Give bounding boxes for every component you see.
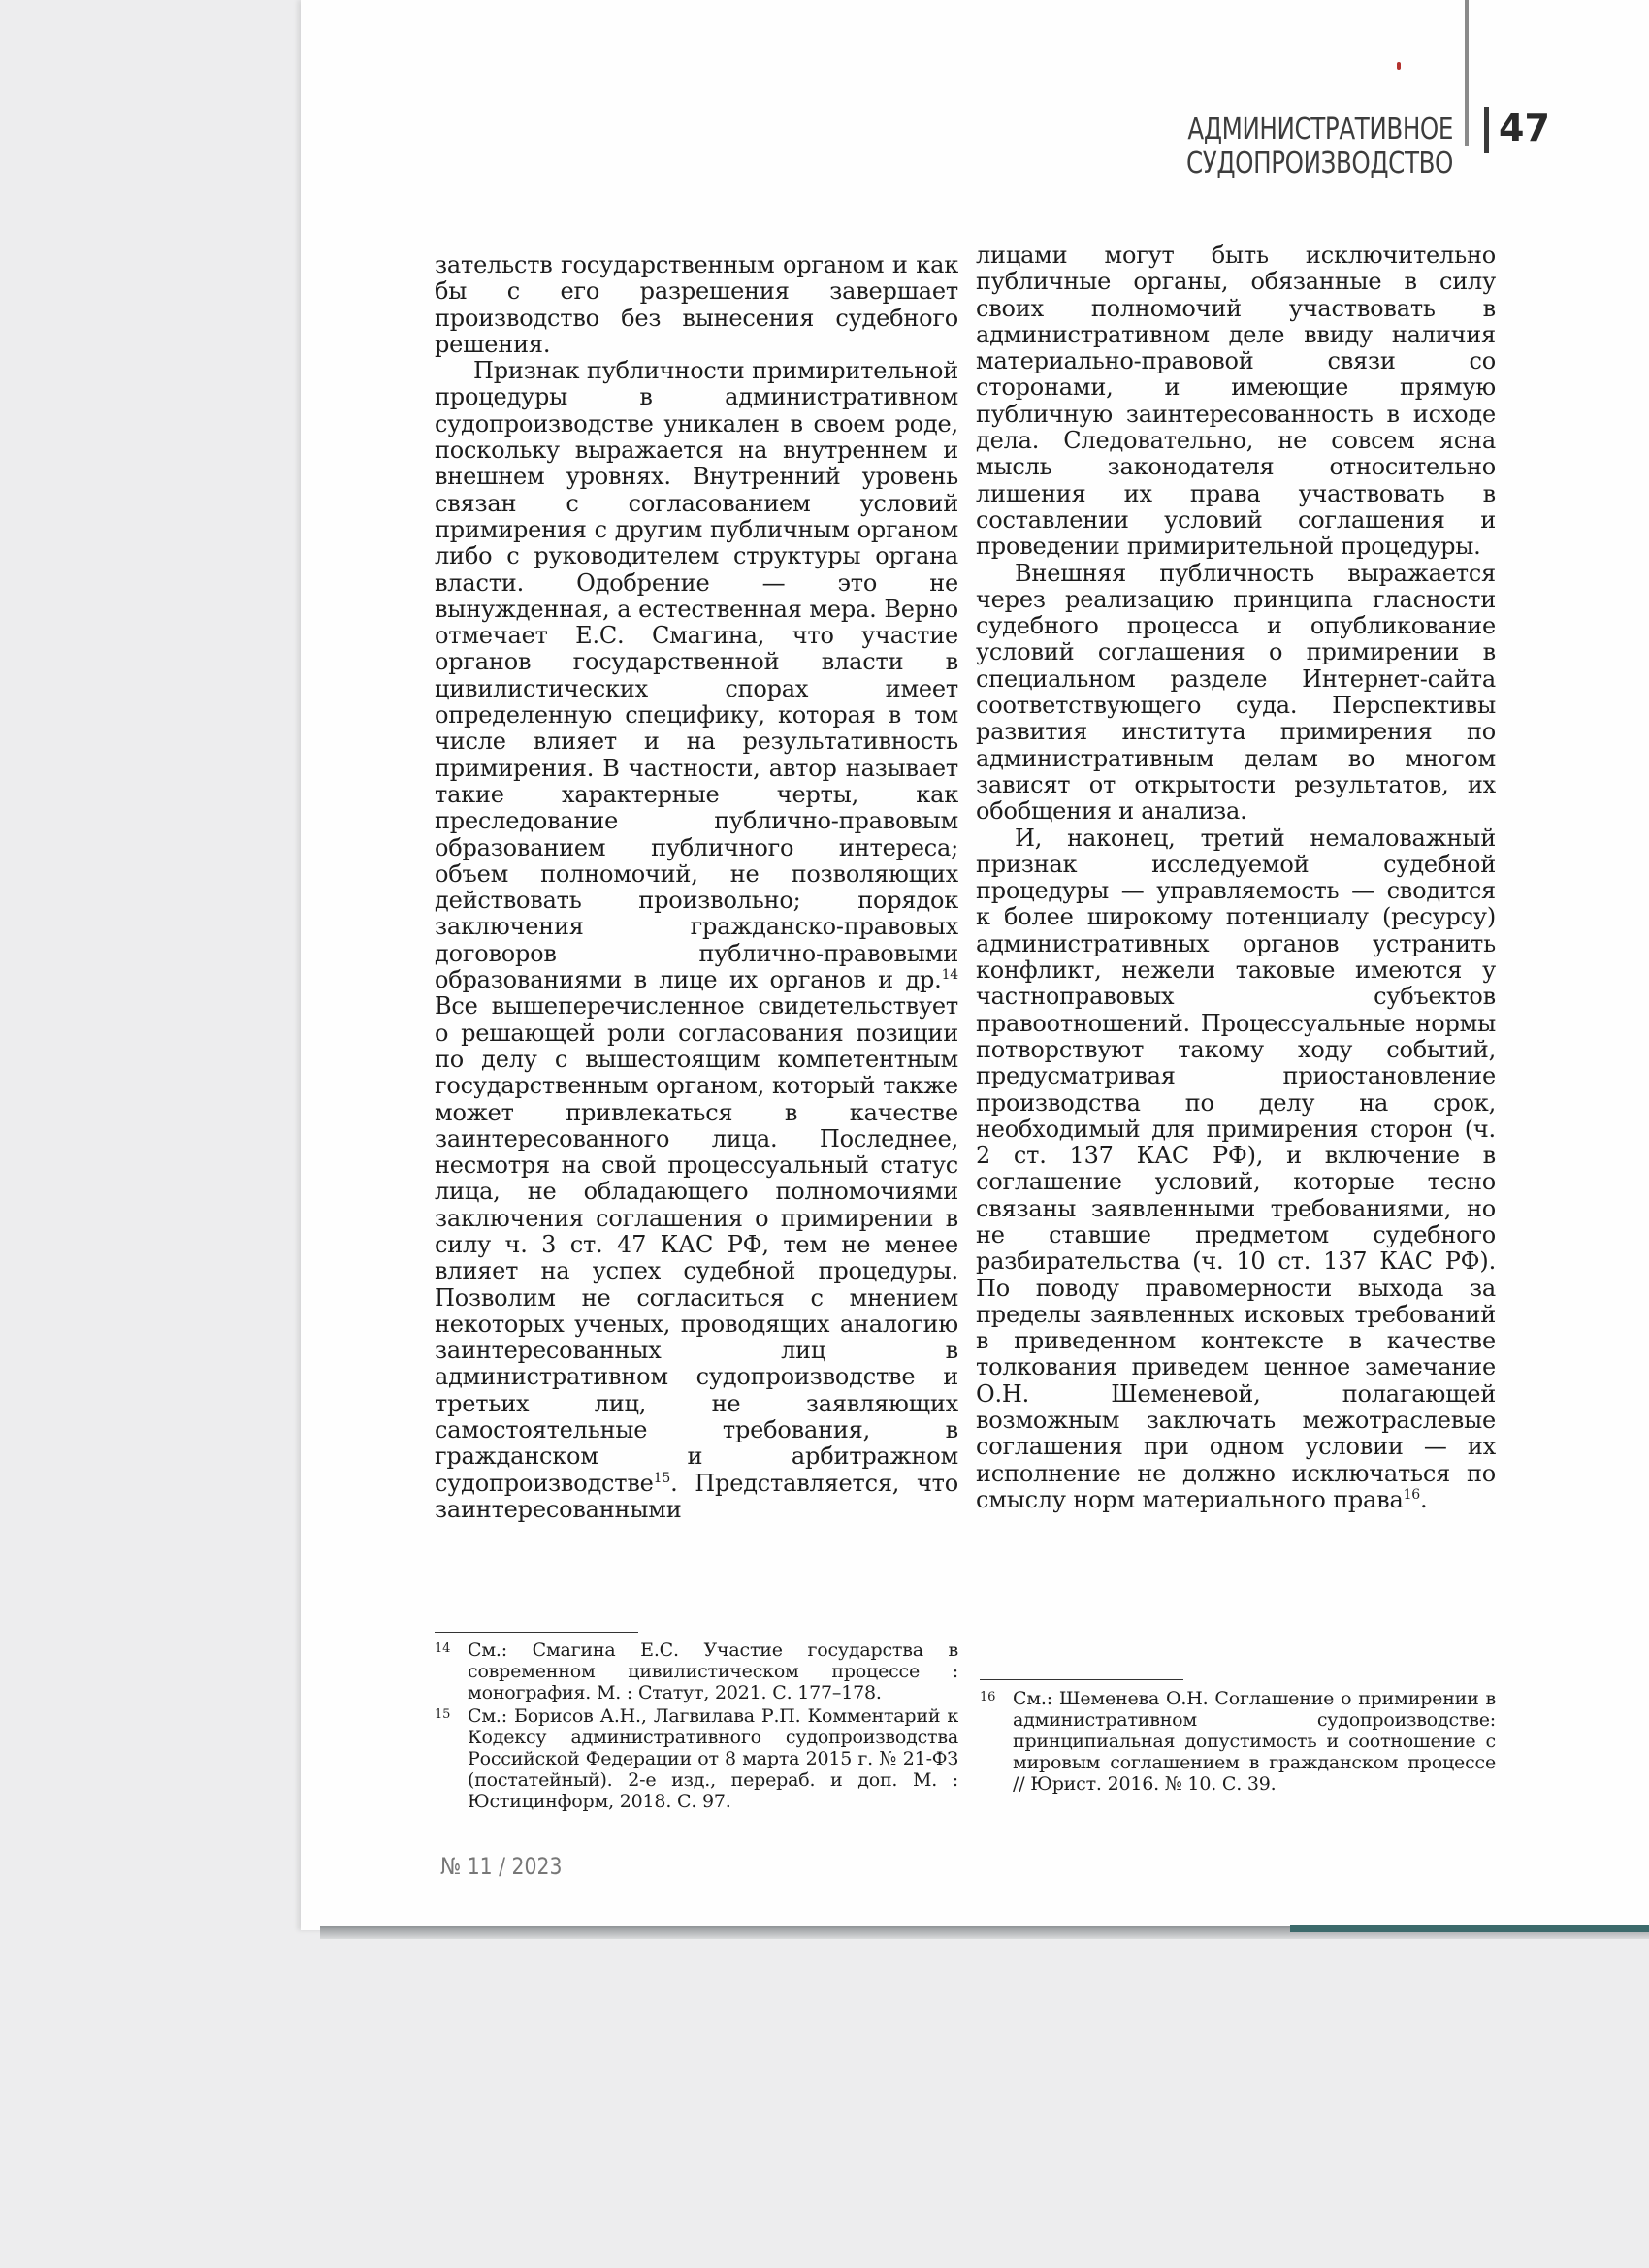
footnote-text: См.: Борисов А.Н., Лагвилава Р.П. Комментарий к Кодексу административного судопроизводства Российской Федерации от 8 марта 2015 г. № 21-ФЗ (постатейный). 2-е изд., перераб. и доп. М. : Юстицинформ, 2018. С. 97. bbox=[468, 1705, 958, 1812]
paragraph: лицами могут быть исключительно публичные органы, обязанные в силу своих полномочий участвовать в административном деле ввиду наличия материально-правовой связи со сторонами, и имеющие прямую публичную заинтересованность в исходе дела. Следовательно, не совсем ясна мысль законодателя относительно лишения их права участвовать в составлении условий соглашения и проведении примирительной процедуры. bbox=[976, 242, 1496, 561]
footnote-separator bbox=[435, 1632, 638, 1633]
footnote-separator bbox=[980, 1679, 1183, 1680]
paragraph: зательств государственным органом и как бы с его разрешения завершает производство без вынесения судебного решения. bbox=[435, 251, 958, 358]
paragraph-text: Признак публичности примирительной процедуры в административном судопроизводстве уникален в своем роде, поскольку выражается на внутреннем и внешнем уровнях. Внутренний уровень связан с согласованием условий примирения с другим публичным органом либо с руководителем структуры органа власти. Одобрение — это не вынужденная, а естественная мера. Верно отмечает Е.С. Смагина, что участие органов государственной власти в цивилистических спорах имеет определенную специфику, которая в том числе влияет и на результативность примирения. В частности, автор называет такие характерные черты, как преследование публично-правовым образованием публичного интереса; объем полномочий, не позволяющих действовать произвольно; порядок заключения гражданско-правовых договоров публично-правовыми образованиями в лице их органов и др. bbox=[435, 357, 958, 994]
footnote-text: См.: Шеменева О.Н. Соглашение о примирении в административном судопроизводстве: принципиальная допустимость и соотношение с мировым соглашением в гражданском процессе // Юрист. 2016. № 10. С. 39. bbox=[1013, 1688, 1496, 1795]
page-number: 47 bbox=[1499, 107, 1550, 149]
header-divider bbox=[1484, 107, 1489, 153]
footnote-ref: 14 bbox=[941, 967, 958, 984]
paragraph bbox=[976, 826, 1496, 1514]
footnote-ref: 15 bbox=[653, 1470, 671, 1486]
paragraph: Внешняя публичность выражается через реализацию принципа гласности судебного процесса и опубликование условий соглашения о примирении в специальном разделе Интернет-сайта соответствующего суда. Перспективы развития института примирения по административным делам во многом зависят от открытости результатов, их обобщения и анализа. bbox=[976, 559, 1496, 826]
footnote-number: 15 bbox=[435, 1707, 451, 1722]
footnote-number: 16 bbox=[980, 1690, 996, 1704]
footnote-text: См.: Смагина Е.С. Участие государства в современном цивилистическом процессе : монография. М. : Статут, 2021. С. 177–178. bbox=[468, 1639, 958, 1703]
paragraph-text: И, наконец, третий немаловажный признак исследуемой судебной процедуры — управляемость — сводится к более широкому потенциалу (ресурсу) административных органов устранить конфликт, нежели таковые имеются у частноправовых субъектов правоотношений. Процессуальные нормы потворствуют такому ходу событий, предусматривая приостановление производства по делу на срок, необходимый для примирения сторон (ч. 2 ст. 137 КАС РФ), и включение в соглашение условий, которые тесно связаны заявленными требованиями, но не ставшие предметом судебного разбирательства (ч. 10 ст. 137 КАС РФ). По поводу правомерности выхода за пределы заявленных исковых требований в приведенном контексте в качестве толкования приведем ценное замечание О.Н. Шеменевой, полагающей возможным заключать межотраслевые соглашения при одном условии — их исполнение не должно исключаться по смыслу норм материального права bbox=[976, 824, 1496, 1513]
footnote-15 bbox=[435, 1705, 958, 1812]
footnote-16 bbox=[980, 1688, 1496, 1795]
cover-edge bbox=[1290, 1925, 1649, 1932]
paragraph-text: Все вышеперечисленное свидетельствует о решающей роли согласования позиции по делу с вышестоящим компетентным государственным органом, который также может привлекаться в качестве заинтересованного лица. Последнее, несмотря на свой процессуальный статус лица, не обладающего полномочиями заключения соглашения о примирении в силу ч. 3 ст. 47 КАС РФ, тем не менее влияет на успех судебной процедуры. Позволим не согласиться с мнением некоторых ученых, проводящих аналогию заинтересованных лиц в административном судопроизводстве и третьих лиц, не заявляющих самостоятельные требования, в гражданском и арбитражном судопроизводстве bbox=[435, 992, 958, 1497]
running-header: АДМИНИСТРАТИВНОЕ СУДОПРОИЗВОДСТВО bbox=[1186, 113, 1453, 180]
issue-number: № 11 / 2023 bbox=[440, 1853, 563, 1880]
footnotes-right bbox=[980, 1688, 1496, 1797]
paragraph bbox=[435, 358, 958, 1523]
footnotes-left bbox=[435, 1639, 958, 1814]
paragraph-text: . bbox=[1420, 1485, 1428, 1513]
paragraph-text: . Представляется, что заинтересованными bbox=[435, 1469, 958, 1523]
header-outer-rule bbox=[1465, 0, 1469, 146]
footnote-number: 14 bbox=[435, 1641, 451, 1656]
ink-speck bbox=[1397, 62, 1401, 70]
left-column bbox=[435, 252, 958, 1523]
footnote-ref: 16 bbox=[1403, 1486, 1420, 1503]
footnote-14 bbox=[435, 1639, 958, 1703]
right-column bbox=[976, 243, 1496, 1513]
